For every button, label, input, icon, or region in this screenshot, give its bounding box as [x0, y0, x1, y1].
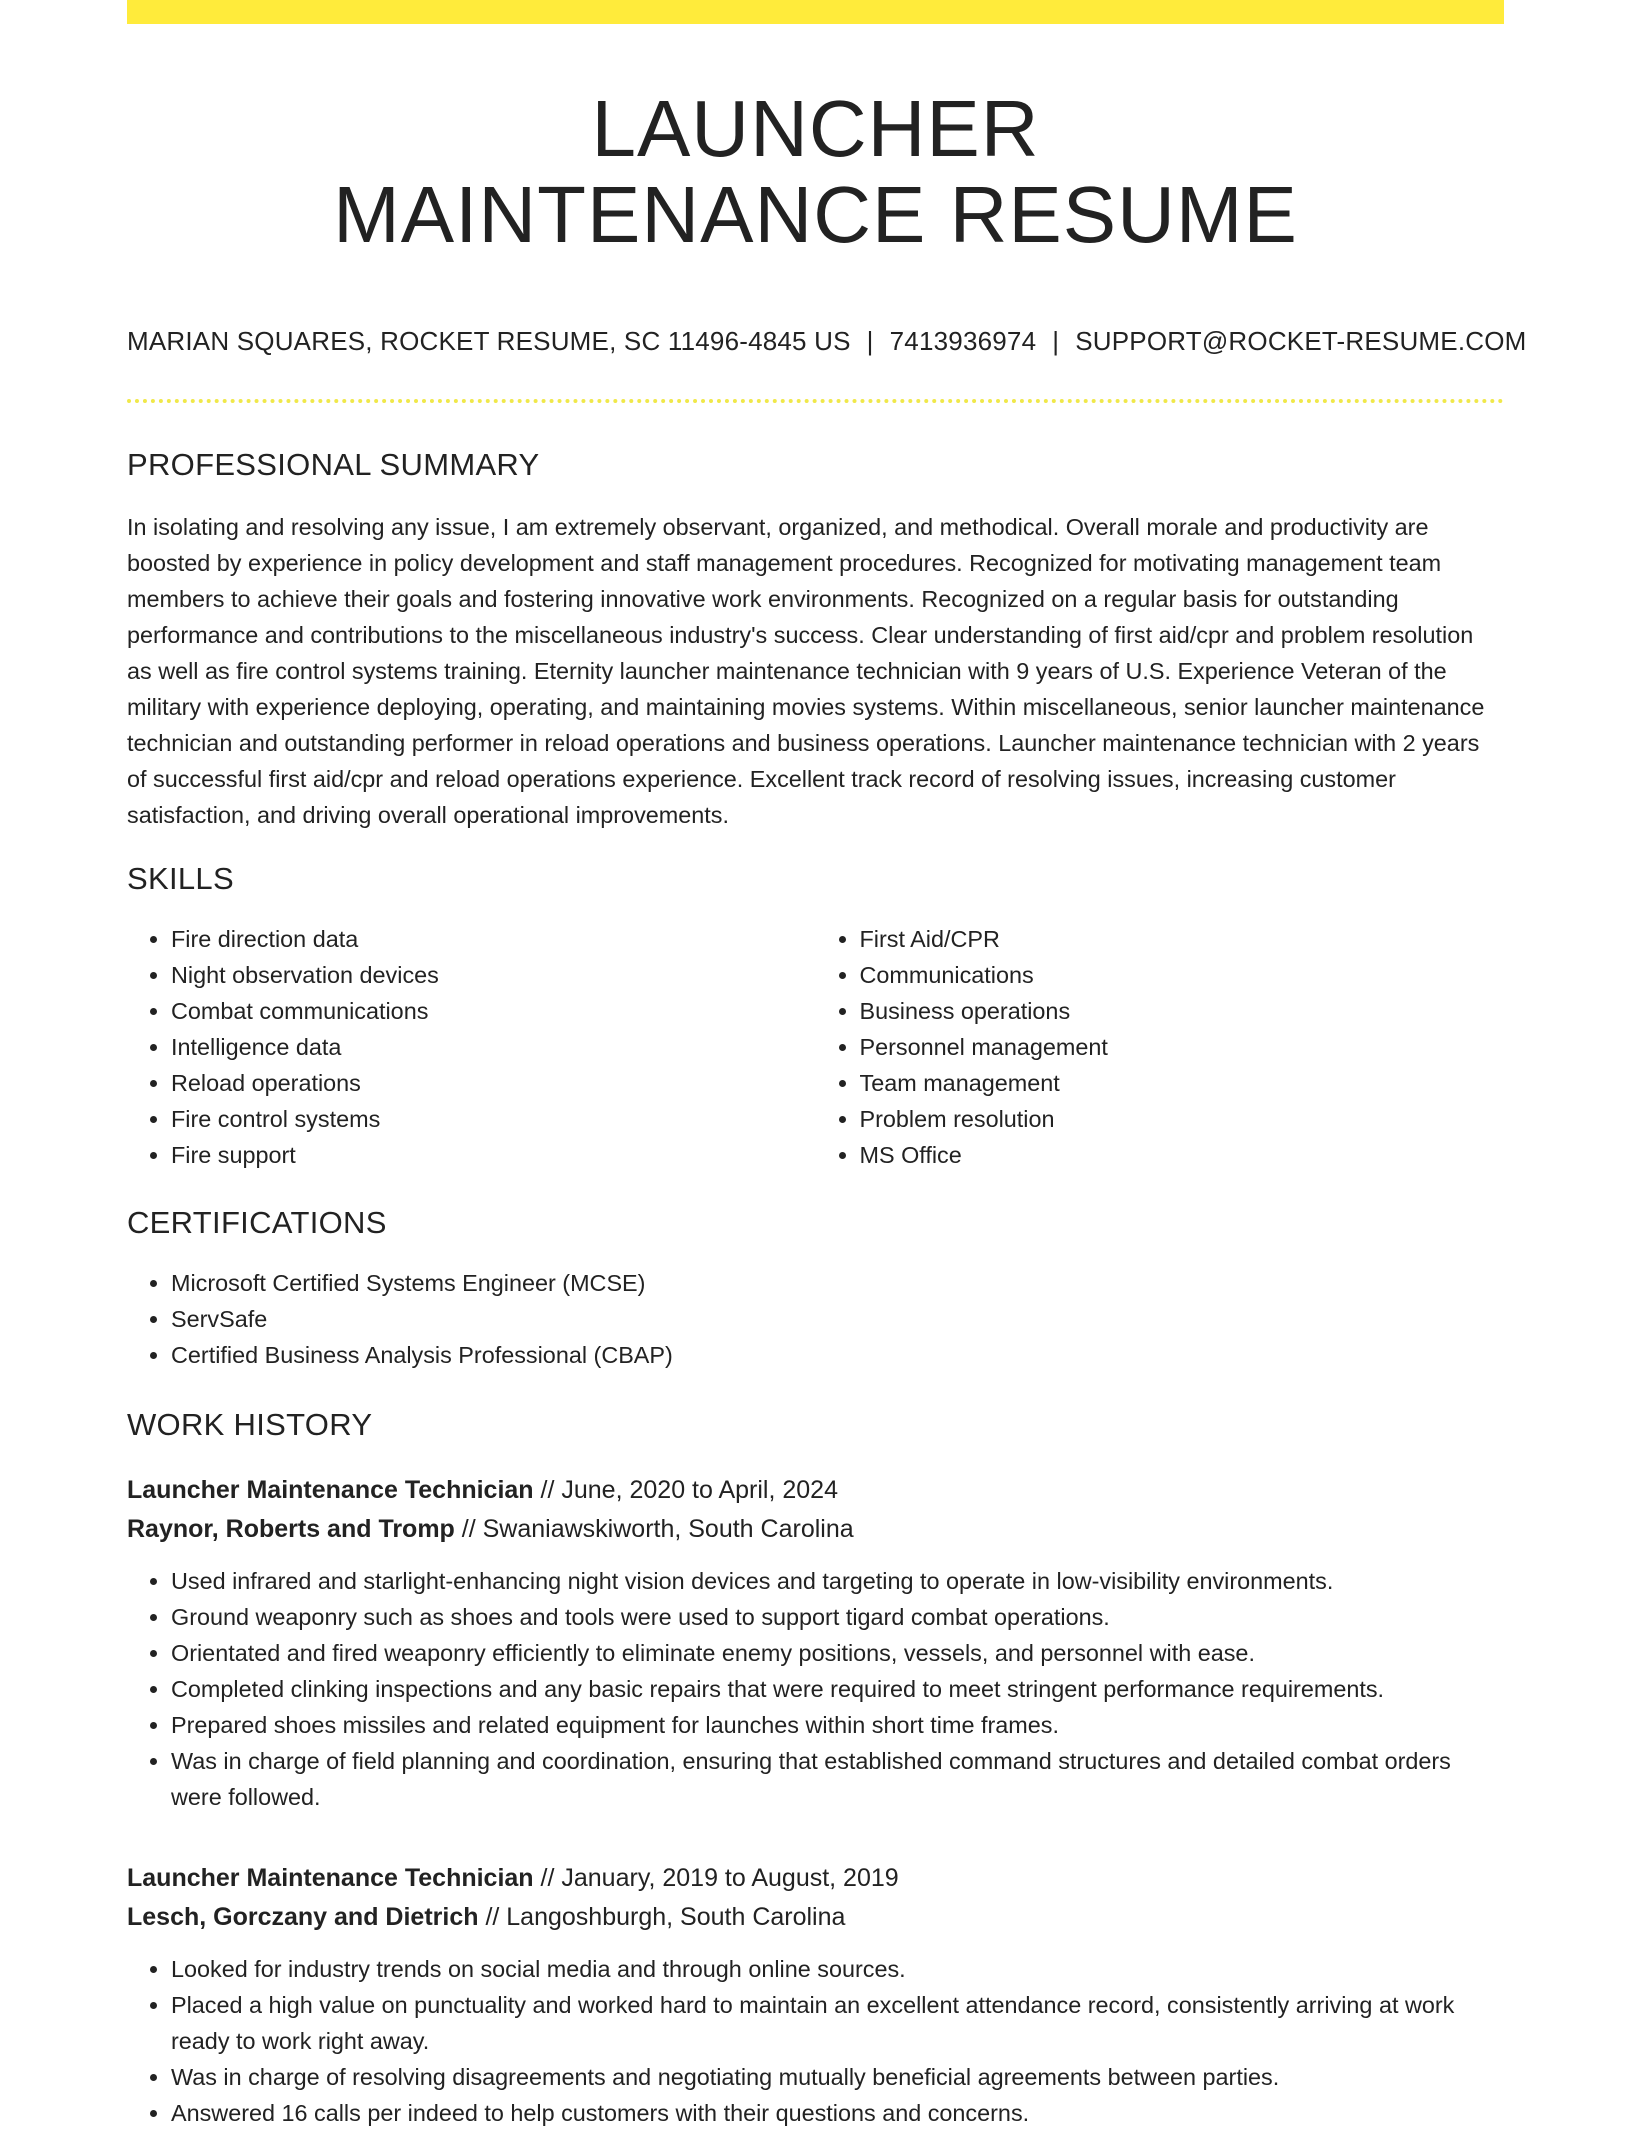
certification-item: • ServSafe [171, 1301, 1504, 1337]
certifications-heading: CERTIFICATIONS [127, 1205, 387, 1240]
job-bullets [127, 1951, 1504, 2131]
resume-title [127, 86, 1504, 258]
job-bullet: • Was in charge of field planning and coordination, ensuring that established command structures and detailed combat orders were followed. [171, 1743, 1504, 1815]
certification-item: • Certified Business Analysis Professional (CBAP) [171, 1337, 1504, 1373]
job-company-line [127, 1898, 1504, 1937]
certifications-list [127, 1265, 1504, 1373]
skill-item: • Team management [860, 1065, 1505, 1101]
job-bullets [127, 1563, 1504, 1815]
title-line-2: MAINTENANCE RESUME [333, 170, 1298, 259]
job-entry [127, 1859, 1504, 2131]
job-bullet: • Used infrared and starlight-enhancing night vision devices and targeting to operate in low-visibility environments. [171, 1563, 1504, 1599]
dotted-divider [127, 399, 1504, 403]
skill-item: • Problem resolution [860, 1101, 1505, 1137]
job-title-line [127, 1859, 1504, 1898]
skill-item: • Business operations [860, 993, 1505, 1029]
skills-list-left [127, 921, 816, 1173]
top-accent-bar [127, 0, 1504, 24]
resume-page [127, 0, 1527, 2131]
job-bullet: • Looked for industry trends on social media and through online sources. [171, 1951, 1504, 1987]
contact-address: MARIAN SQUARES, ROCKET RESUME, SC 11496-4845 US [127, 326, 851, 356]
summary-text: In isolating and resolving any issue, I am extremely observant, organized, and methodical. Overall morale and productivity are boosted by experience in policy development and staff management procedures. Recognized for motivating management team members to achieve their goals and fostering innovative work environments. Recognized on a regular basis for outstanding performance and contributions to the miscellaneous industry's success. Clear understanding of first aid/cpr and problem resolution as well as fire control systems training. Eternity launcher maintenance technician with 9 years of U.S. Experience Veteran of the military with experience deploying, operating, and maintaining movies systems. Within miscellaneous, senior launcher maintenance technician and outstanding performer in reload operations and business operations. Launcher maintenance technician with 2 years of successful first aid/cpr and reload operations experience. Excellent track record of resolving issues, increasing customer satisfaction, and driving overall operational improvements. [127, 514, 1485, 828]
certifications-section [127, 1205, 1504, 1373]
skill-item: • Personnel management [860, 1029, 1505, 1065]
skill-item: • Night observation devices [171, 957, 816, 993]
work-history-heading: WORK HISTORY [127, 1407, 373, 1442]
job-bullet: • Placed a high value on punctuality and worked hard to maintain an excellent attendance record, consistently arriving at work ready to work right away. [171, 1987, 1504, 2059]
contact-phone: 7413936974 [889, 326, 1037, 356]
job-company: Raynor, Roberts and Tromp [127, 1515, 455, 1543]
job-bullet: • Prepared shoes missiles and related equipment for launches within short time frames. [171, 1707, 1504, 1743]
contact-separator: | [1052, 326, 1060, 356]
job-company: Lesch, Gorczany and Dietrich [127, 1903, 479, 1931]
summary-heading: PROFESSIONAL SUMMARY [127, 447, 540, 482]
job-entry [127, 1471, 1504, 1815]
job-dates: // January, 2019 to August, 2019 [533, 1864, 899, 1892]
job-bullet: • Answered 16 calls per indeed to help customers with their questions and concerns. [171, 2095, 1504, 2131]
skills-list-right [816, 921, 1505, 1173]
contact-email: SUPPORT@ROCKET-RESUME.COM [1075, 326, 1527, 356]
jobs-list [127, 1471, 1504, 2131]
skill-item: • Fire support [171, 1137, 816, 1173]
skill-item: • Fire direction data [171, 921, 816, 957]
skill-item: • Intelligence data [171, 1029, 816, 1065]
skill-item: • Fire control systems [171, 1101, 816, 1137]
skills-heading: SKILLS [127, 861, 234, 896]
job-location: // Swaniawskiworth, South Carolina [454, 1515, 854, 1543]
work-history-section [127, 1407, 1504, 2131]
skill-item: • Combat communications [171, 993, 816, 1029]
contact-separator: | [866, 326, 874, 356]
job-bullet: • Was in charge of resolving disagreements and negotiating mutually beneficial agreements between parties. [171, 2059, 1504, 2095]
skill-item: • Reload operations [171, 1065, 816, 1101]
job-dates: // June, 2020 to April, 2024 [533, 1476, 838, 1504]
job-title: Launcher Maintenance Technician [127, 1476, 534, 1504]
job-title: Launcher Maintenance Technician [127, 1864, 534, 1892]
job-bullet: • Ground weaponry such as shoes and tools were used to support tigard combat operations. [171, 1599, 1504, 1635]
skills-section [127, 861, 1504, 1173]
job-location: // Langoshburgh, South Carolina [478, 1903, 846, 1931]
job-company-line [127, 1510, 1504, 1549]
job-title-line [127, 1471, 1504, 1510]
contact-line [127, 326, 1527, 357]
job-bullet: • Orientated and fired weaponry efficiently to eliminate enemy positions, vessels, and personnel with ease. [171, 1635, 1504, 1671]
skill-item: • First Aid/CPR [860, 921, 1505, 957]
job-bullet: • Completed clinking inspections and any basic repairs that were required to meet stringent performance requirements. [171, 1671, 1504, 1707]
skill-item: • MS Office [860, 1137, 1505, 1173]
skills-columns [127, 921, 1504, 1173]
professional-summary-section [127, 447, 1504, 833]
certification-item: • Microsoft Certified Systems Engineer (MCSE) [171, 1265, 1504, 1301]
skill-item: • Communications [860, 957, 1505, 993]
title-line-1: LAUNCHER [591, 84, 1040, 173]
